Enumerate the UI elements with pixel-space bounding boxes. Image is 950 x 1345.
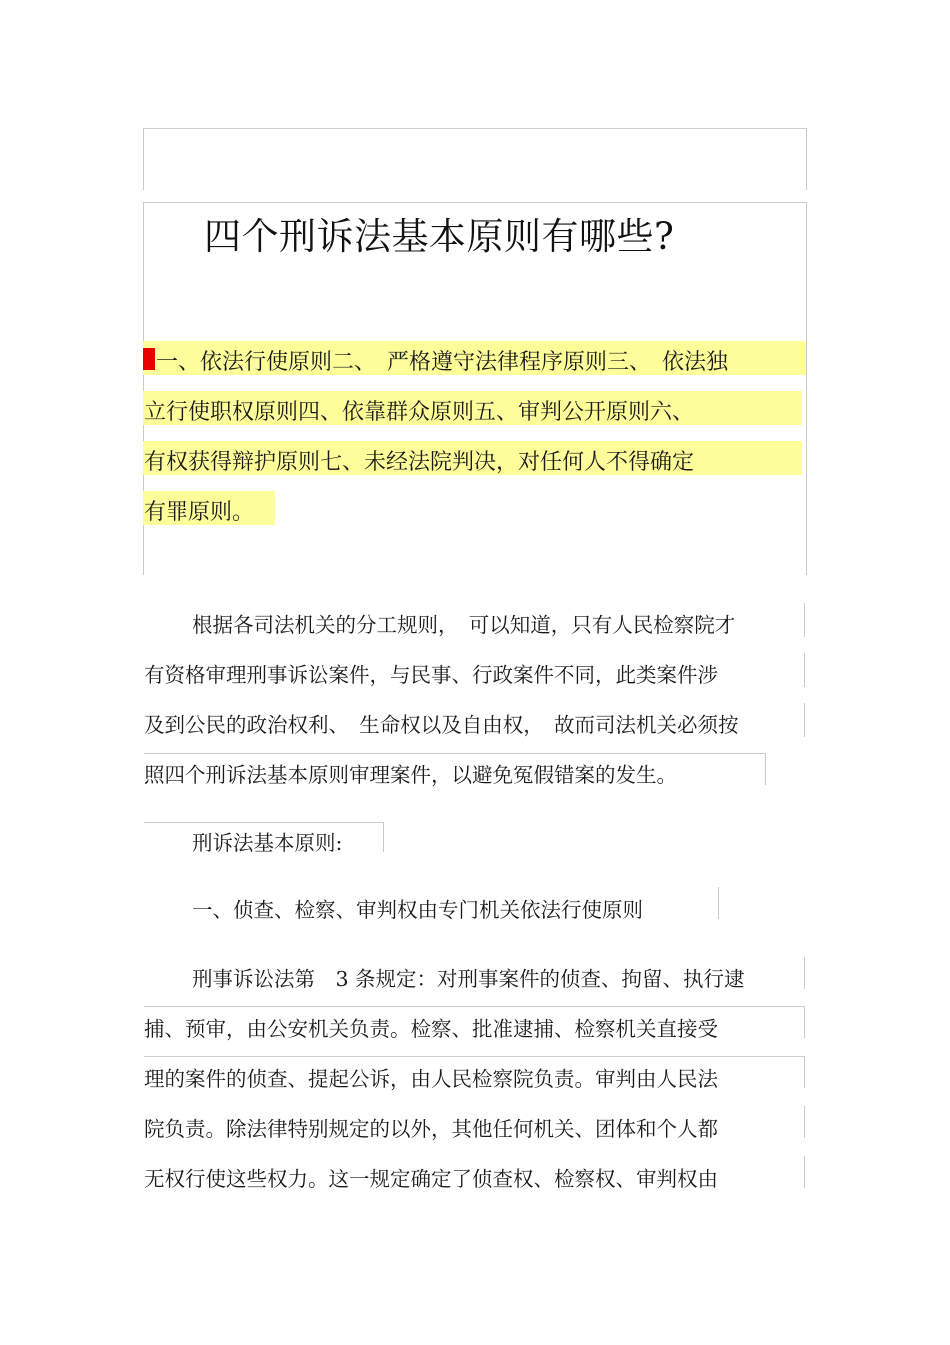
article-line: 刑事诉讼法第 3 条规定：对刑事案件的侦查、拘留、执行逮 [192,967,745,991]
article-rule [144,1056,805,1057]
heading-rule [144,822,383,823]
summary-line: 立行使职权原则四、依靠群众原则五、审判公开原则六、 [144,400,695,425]
summary-line: 一、依法行使原则二、 严格遵守法律程序原则三、 依法独 [156,350,729,375]
article-rule [804,1006,805,1038]
intro-rule [144,753,766,754]
intro-rule [804,703,805,737]
article-line: 理的案件的侦查、提起公诉，由人民检察院负责。审判由人民法 [144,1067,718,1091]
principle-one-heading: 一、侦查、检察、审判权由专门机关依法行使原则 [192,898,643,922]
frame-top-left [143,128,144,190]
summary-line: 有罪原则。 [144,500,255,525]
intro-line: 有资格审理刑事诉讼案件，与民事、行政案件不同，此类案件涉 [144,663,718,687]
article-rule [144,1006,805,1007]
principle-rule [718,887,719,919]
frame-mid-right [806,202,807,575]
article-rule [804,1056,805,1088]
document-title: 四个刑诉法基本原则有哪些? [204,215,675,258]
article-rule [804,1156,805,1188]
article-line: 无权行使这些权力。这一规定确定了侦查权、检察权、审判权由 [144,1167,718,1191]
article-line: 院负责。除法律特别规定的以外，其他任何机关、团体和个人都 [144,1117,718,1141]
frame-top-right [806,128,807,190]
frame-mid-line [143,202,807,203]
article-rule [804,1106,805,1138]
frame-top-line [143,128,807,129]
article-line: 捕、预审，由公安机关负责。检察、批准逮捕、检察机关直接受 [144,1017,718,1041]
intro-rule [765,753,766,785]
intro-rule [804,653,805,687]
article-rule [804,957,805,989]
intro-line: 根据各司法机关的分工规则， 可以知道，只有人民检察院才 [192,613,736,637]
summary-line: 有权获得辩护原则七、未经法院判决，对任何人不得确定 [144,450,695,475]
heading-rule [383,822,384,852]
section-heading: 刑诉法基本原则: [192,831,343,855]
red-marker [143,348,155,370]
intro-line: 及到公民的政治权利、 生命权以及自由权， 故而司法机关必须按 [144,713,739,737]
intro-rule [804,603,805,637]
intro-line: 照四个刑诉法基本原则审理案件，以避免冤假错案的发生。 [144,763,677,787]
